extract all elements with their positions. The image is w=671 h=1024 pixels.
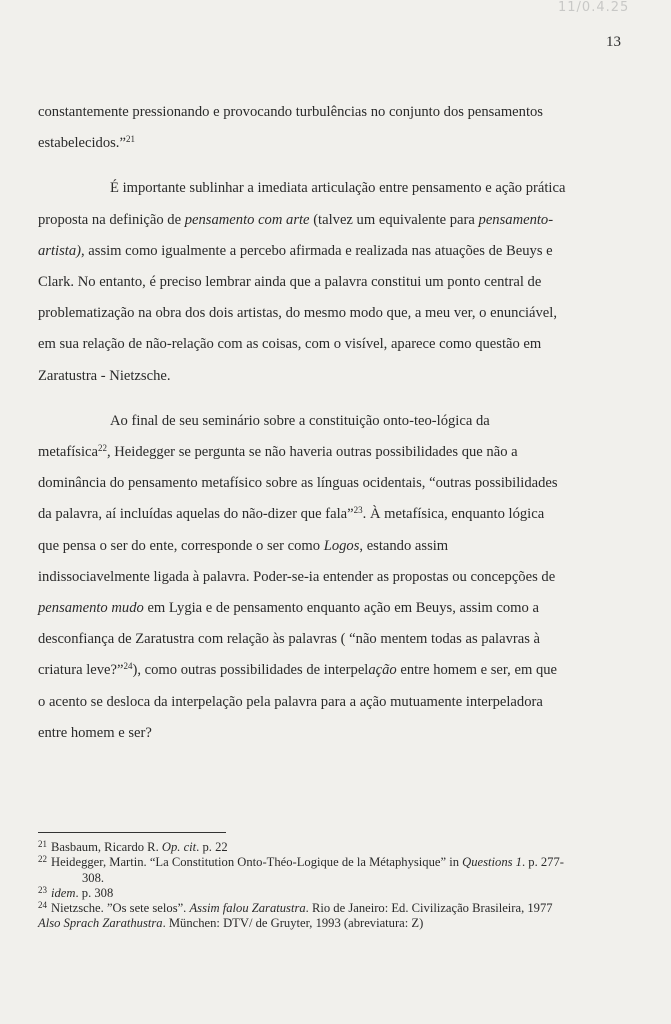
italic-text: Op. cit [161,840,197,854]
italic-text: Logos [323,537,360,554]
italic-text: Also Sprach Zarathustra [38,916,163,931]
footnote-ref: 23 [38,884,47,895]
footnote-ref: 22 [38,854,47,865]
footnote-ref: 22 [97,443,107,454]
text-run: Clark. No entanto, é preciso lembrar ainda que a palavra constitui um ponto central de [38,274,542,291]
text-line [38,655,634,686]
text-run: Nietzsche. ”Os sete selos”. [51,901,190,916]
text-run: em sua relação de não-relação com as coisas, com o visível, aparece como questão em [38,336,542,353]
text-run: . p. 308 [75,885,114,900]
text-line [38,97,634,128]
paragraph-gap [38,159,634,173]
text-run: , assim como igualmente a percebo afirmada e realizada nas atuações de Beuys e [80,242,553,259]
italic-text: pensamento mudo [38,600,144,617]
text-line [38,361,634,392]
text-run: ), como outras possibilidades de interpel [132,662,369,679]
text-line [38,173,634,204]
text-run: desconfiança de Zaratustra com relação às palavras ( “não mentem todas as palavras à [38,631,541,648]
text-line [38,267,634,298]
text-run: metafísica [38,444,98,461]
body-text [38,97,634,749]
footnote-divider [38,832,226,833]
paragraph [38,97,634,159]
text-run: indissociavelmente ligada à palavra. Poder-se-ia entender as propostas ou concepções de [38,568,556,585]
text-line [38,128,634,159]
footnote-line [38,840,634,855]
text-line [38,718,634,749]
italic-text: Questions 1 [462,855,522,870]
text-run: em Lygia e de pensamento enquanto ação em Beuys, assim como a [143,600,539,617]
text-line [38,205,634,236]
text-run: , Heidegger se pergunta se não haveria outras possibilidades que não a [106,444,518,461]
footnote-line [38,886,634,901]
footnote-ref: 23 [353,505,363,516]
text-line [38,329,634,360]
text-run: Heidegger, Martin. “La Constitution Onto-Théo-Logique de la Métaphysique” in [51,855,463,870]
text-run: da palavra, aí incluídas aquelas do não-dizer que fala” [38,506,354,523]
text-line [38,437,634,468]
text-run: criatura leve?” [38,662,124,679]
text-line [38,406,634,437]
text-line [38,499,634,530]
italic-text: ação [368,662,397,679]
text-run: Ao final de seu seminário sobre a constituição onto-teo-lógica da [110,412,490,429]
footnote-ref: 21 [125,134,135,145]
footnote-line [38,916,634,931]
text-run: entre homem e ser? [38,724,152,741]
text-run: o acento se desloca da interpelação pela palavra para a ação mutuamente interpeladora [38,693,543,710]
text-run: dominância do pensamento metafísico sobre as línguas ocidentais, “outras possibilidades [38,475,558,492]
text-line [38,624,634,655]
footnote [38,840,634,855]
archive-stamp: 11/0.4.25 [558,0,630,15]
text-run: . Rio de Janeiro: Ed. Civilização Brasileira, 1977 [305,901,553,916]
footnote-ref: 21 [38,839,47,849]
text-line [38,687,634,718]
text-run: estabelecidos.” [38,135,126,152]
footnote-line [38,901,634,916]
paragraph [38,173,634,391]
text-line [38,468,634,499]
footnote-ref: 24 [123,661,133,672]
text-run: constantemente pressionando e provocando turbulências no conjunto dos pensamentos [38,104,543,120]
text-run: entre homem e ser, em que [396,662,558,679]
footnotes [38,840,634,932]
text-run: . p. 22 [196,840,228,854]
italic-text: artista) [38,242,81,259]
footnote-line [38,871,634,886]
text-run: . p. 277- [521,855,564,870]
text-line [38,531,634,562]
paragraph-gap [38,392,634,406]
text-line [38,298,634,329]
italic-text: Assim falou Zaratustra [189,901,306,916]
text-line [38,236,634,267]
text-run: . München: DTV/ de Gruyter, 1993 (abreviatura: Z) [162,916,424,931]
paragraph [38,406,634,749]
text-run: proposta na definição de [38,211,185,228]
footnote [38,855,634,886]
text-line [38,562,634,593]
text-run: Basbaum, Ricardo R. [51,840,162,854]
text-run: , estando assim [359,537,449,554]
text-run: (talvez um equivalente para [309,211,479,228]
text-run: Zaratustra - Nietzsche. [38,367,171,384]
italic-text: pensamento- [478,211,554,228]
text-run: . À metafísica, enquanto lógica [362,506,545,523]
page-number: 13 [606,34,621,50]
text-run: 308. [82,870,105,885]
italic-text: pensamento com arte [184,211,310,228]
footnote-ref: 24 [38,900,47,911]
footnote [38,901,634,932]
text-line [38,593,634,624]
italic-text: idem [51,885,76,900]
text-run: que pensa o ser do ente, corresponde o ser como [38,537,324,554]
text-run: É importante sublinhar a imediata articulação entre pensamento e ação prática [110,180,566,197]
footnote-line [38,855,634,870]
text-run: problematização na obra dos dois artistas, do mesmo modo que, a meu ver, o enunciável, [38,305,557,322]
footnote [38,886,634,901]
